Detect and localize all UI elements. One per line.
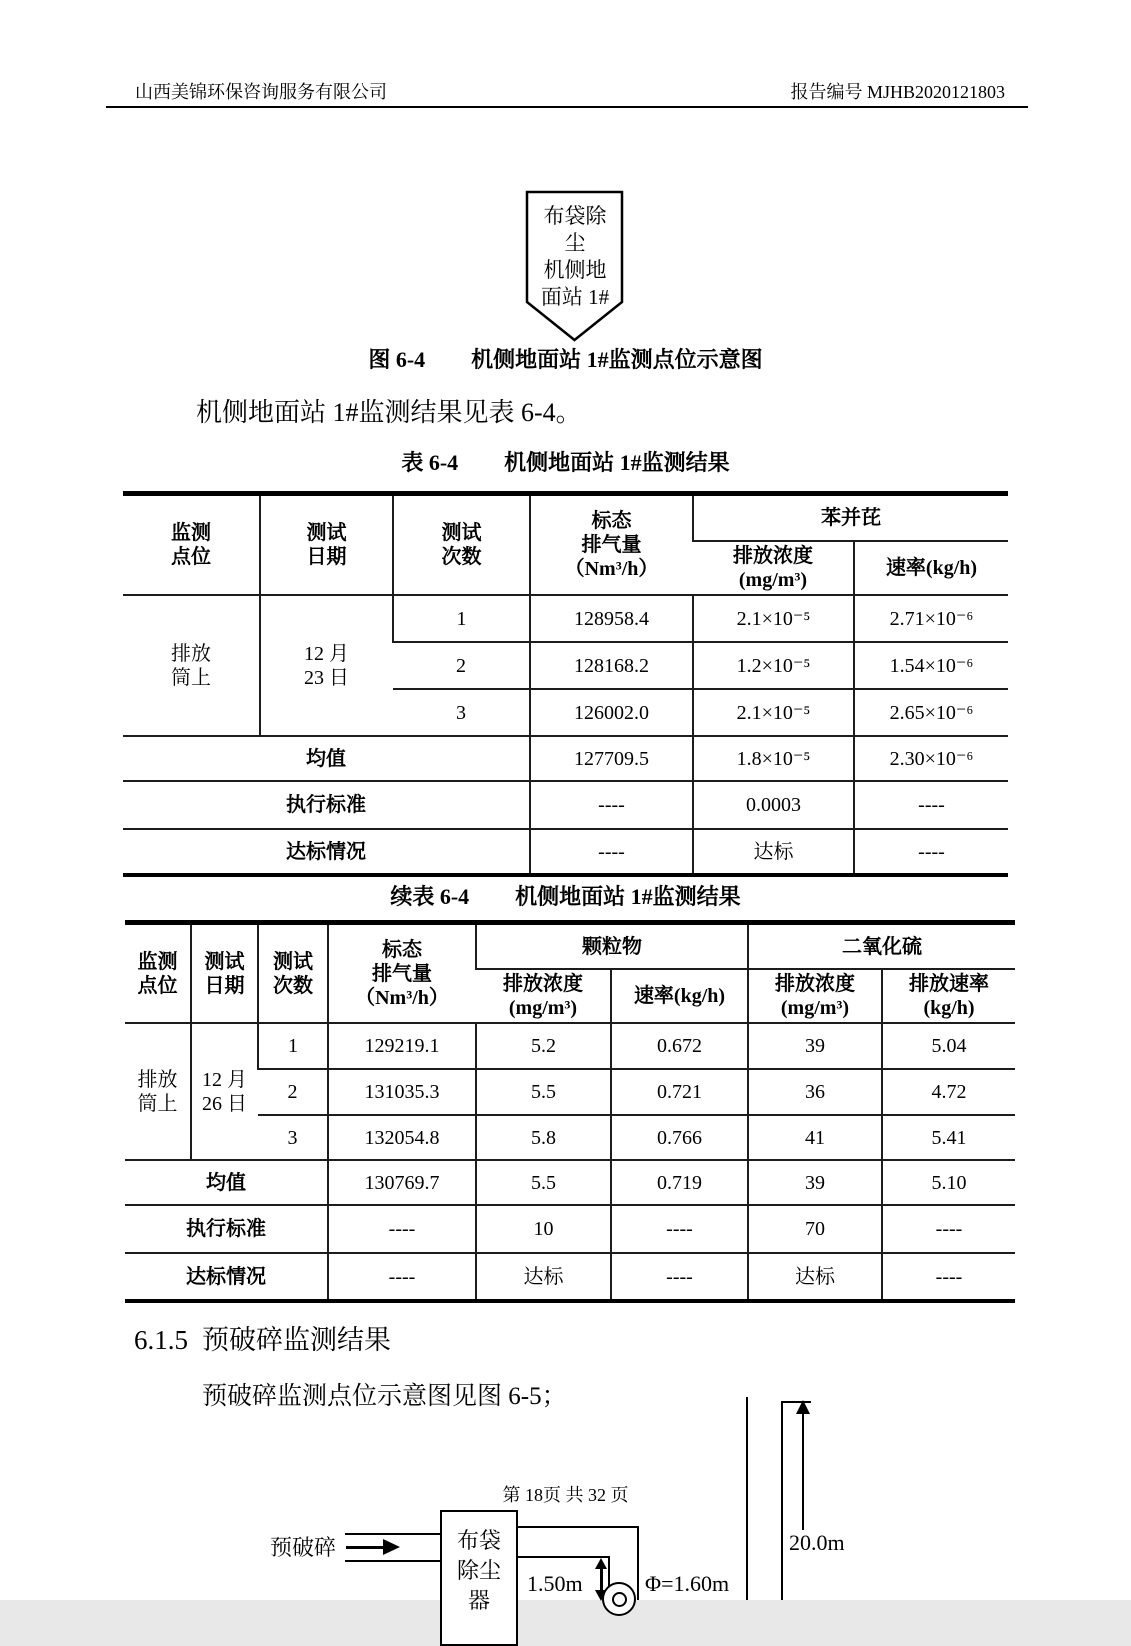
cell-compliance-label: 达标情况 [123,829,530,875]
cell-mean-so2-rate: 5.10 [882,1160,1015,1205]
inlet-duct-top-line [345,1533,440,1535]
header-cell-pm-conc: 排放浓度 (mg/m³) [476,969,611,1023]
cell-compliance-rate: ---- [854,829,1008,875]
cell-pm-conc: 5.2 [476,1023,611,1069]
table-row [125,923,1015,970]
table-row-mean [123,736,1008,781]
stack-right-wall-line [781,1401,783,1600]
header-cell-so2-conc: 排放浓度 (mg/m³) [748,969,882,1023]
cell-compliance-flow: ---- [328,1253,476,1301]
cell-date: 12 月 26 日 [191,1023,258,1160]
table-row [123,494,1008,542]
cell-so2-conc: 36 [748,1069,882,1115]
section-number: 6.1.5 [134,1325,188,1355]
header-report-number: 报告编号 MJHB2020121803 [790,82,1005,102]
table-row-mean [125,1160,1015,1205]
cell-standard-flow: ---- [530,781,693,829]
section-title: 预破碎监测结果 [202,1325,391,1355]
header-cell-site: 监测 点位 [171,522,211,568]
cell-standard-pm-rate: ---- [611,1205,748,1253]
section-heading-6-1-5 [134,1318,391,1357]
table-row-compliance [125,1253,1015,1301]
header-cell-bap-rate: 速率(kg/h) [854,541,1008,595]
cell-bap-rate: 1.54×10⁻⁶ [854,642,1008,689]
cell-standard-so2-conc: 70 [748,1205,882,1253]
cell-mean-rate: 2.30×10⁻⁶ [854,736,1008,781]
table-row [125,1115,1015,1160]
header-divider [106,106,1028,108]
cell-mean-flow: 130769.7 [328,1160,476,1205]
header-cell-date: 测试 日期 [260,494,393,596]
duct-offset-label: 1.50m [527,1571,583,1596]
table-row [125,1069,1015,1115]
cell-compliance-flow: ---- [530,829,693,875]
table-row [123,595,1008,642]
inlet-duct-bottom-line [345,1560,440,1562]
header-cell-run: 测试 次数 [258,923,328,1024]
table-6-4-continued [125,920,1015,1303]
baghouse-box: 布袋 除尘 器 [440,1510,518,1646]
header-cell-so2-rate: 排放速率 (kg/h) [882,969,1015,1023]
header-cell-bap-group: 苯并芘 [693,494,1008,542]
cell-so2-conc: 41 [748,1115,882,1160]
cell-run: 3 [258,1115,328,1160]
cell-mean-label: 均值 [125,1160,328,1205]
cell-run: 2 [393,642,530,689]
cell-bap-rate: 2.71×10⁻⁶ [854,595,1008,642]
table-row-compliance [123,829,1008,875]
cell-so2-conc: 39 [748,1023,882,1069]
pentagon-label: 布袋除 尘 机侧地 面站 1# [540,204,610,309]
cell-mean-conc: 1.8×10⁻⁵ [693,736,854,781]
cell-standard-label: 执行标准 [123,781,530,829]
header-cell-pm-group: 颗粒物 [476,923,748,970]
cell-pm-rate: 0.721 [611,1069,748,1115]
stack-left-wall-line [746,1397,748,1600]
sampling-port-inner-circle [612,1592,627,1607]
header-cell-date: 测试 日期 [191,923,258,1024]
cell-flow: 131035.3 [328,1069,476,1115]
cell-pm-rate: 0.672 [611,1023,748,1069]
outlet-duct-top-line [516,1526,639,1528]
figure-6-4-caption [0,343,1131,374]
cell-mean-flow: 127709.5 [530,736,693,781]
height-arrow-up-icon [796,1400,810,1414]
cell-run: 2 [258,1069,328,1115]
cell-flow: 128168.2 [530,642,693,689]
table-row-standard [125,1205,1015,1253]
figure-caption-label: 图 6-4 [368,347,426,372]
source-label: 预破碎 [270,1535,337,1560]
cell-standard-so2-rate: ---- [882,1205,1015,1253]
cell-mean-pm-conc: 5.5 [476,1160,611,1205]
header-cell-flow: 标态 排气量 （Nm³/h） [328,923,476,1024]
cell-compliance-pm-conc: 达标 [476,1253,611,1301]
cell-so2-rate: 4.72 [882,1069,1015,1115]
outlet-duct-right-line [637,1526,639,1600]
figure-6-4-diagram [525,190,625,344]
cell-so2-rate: 5.41 [882,1115,1015,1160]
table-caption-label: 续表 6-4 [390,884,470,909]
cell-compliance-label: 达标情况 [125,1253,328,1301]
flow-arrow-head-icon [383,1539,400,1555]
header-cell-bap-conc: 排放浓度 (mg/m³) [693,541,854,595]
cell-flow: 128958.4 [530,595,693,642]
cell-so2-rate: 5.04 [882,1023,1015,1069]
cell-compliance-pm-rate: ---- [611,1253,748,1301]
intro-paragraph: 机侧地面站 1#监测结果见表 6-4。 [196,398,582,427]
table-caption-label: 表 6-4 [401,450,459,475]
cell-run: 1 [258,1023,328,1069]
cell-bap-rate: 2.65×10⁻⁶ [854,689,1008,736]
header-cell-so2-group: 二氧化硫 [748,923,1015,970]
table-caption-title: 机侧地面站 1#监测结果 [504,450,730,475]
page-number-footer: 第 18页 共 32 页 [502,1485,629,1505]
table-row [125,1023,1015,1069]
cell-compliance-so2-rate: ---- [882,1253,1015,1301]
cell-pm-conc: 5.5 [476,1069,611,1115]
section-paragraph: 预破碎监测点位示意图见图 6-5； [202,1383,567,1410]
flow-arrow-shaft [346,1546,384,1549]
table-6-4 [123,491,1008,877]
cell-site: 排放 筒上 [125,1023,191,1160]
cell-mean-pm-rate: 0.719 [611,1160,748,1205]
cell-standard-rate: ---- [854,781,1008,829]
table-6-4-caption [0,446,1131,477]
cell-flow: 129219.1 [328,1023,476,1069]
table-6-4-cont-caption [0,880,1131,911]
table-caption-title: 机侧地面站 1#监测结果 [515,884,741,909]
cell-date: 12 月 23 日 [260,595,393,736]
document-header [135,78,1005,104]
cell-standard-label: 执行标准 [125,1205,328,1253]
cell-flow: 132054.8 [328,1115,476,1160]
table-row-standard [123,781,1008,829]
cell-bap-conc: 2.1×10⁻⁵ [693,595,854,642]
stack-height-label: 20.0m [789,1530,845,1555]
cell-standard-conc: 0.0003 [693,781,854,829]
cell-mean-label: 均值 [123,736,530,781]
header-cell-pm-rate: 速率(kg/h) [611,969,748,1023]
header-cell-site: 监测 点位 [137,950,178,997]
cell-mean-so2-conc: 39 [748,1160,882,1205]
cell-bap-conc: 2.1×10⁻⁵ [693,689,854,736]
cell-compliance-so2-conc: 达标 [748,1253,882,1301]
cell-site: 排放 筒上 [123,595,260,736]
header-cell-run: 测试 次数 [393,494,530,596]
cell-compliance-conc: 达标 [693,829,854,875]
figure-caption-title: 机侧地面站 1#监测点位示意图 [471,347,763,372]
height-arrow-shaft [802,1412,804,1530]
cell-standard-flow: ---- [328,1205,476,1253]
header-company: 山西美锦环保咨询服务有限公司 [135,82,387,102]
cell-pm-conc: 5.8 [476,1115,611,1160]
cell-flow: 126002.0 [530,689,693,736]
cell-standard-pm-conc: 10 [476,1205,611,1253]
cell-run: 3 [393,689,530,736]
stack-diameter-label: Φ=1.60m [645,1571,730,1596]
duct-dim-arrow-up-icon [595,1558,607,1569]
cell-run: 1 [393,595,530,642]
header-cell-flow: 标态 排气量 （Nm³/h） [530,494,693,596]
cell-pm-rate: 0.766 [611,1115,748,1160]
cell-bap-conc: 1.2×10⁻⁵ [693,642,854,689]
